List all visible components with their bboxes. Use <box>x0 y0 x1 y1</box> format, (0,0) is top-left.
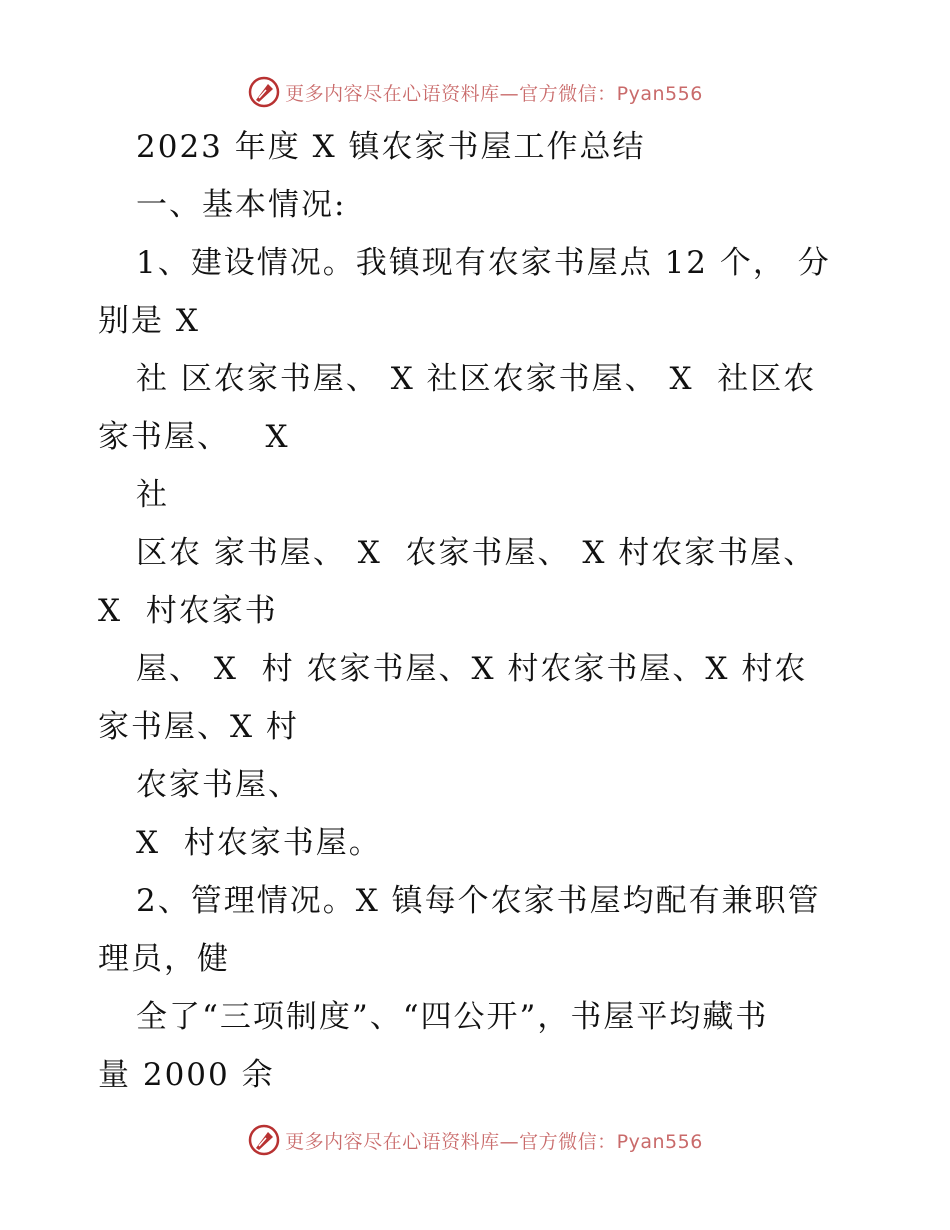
paragraph-line: X 村农家书 <box>98 593 278 629</box>
paragraph-line: 理员，健 <box>98 941 230 977</box>
document-body <box>98 118 858 1104</box>
section-heading: 一、基本情况: <box>136 187 347 223</box>
pen-nib-logo-icon <box>247 75 281 109</box>
paragraph-line: 量 2000 余 <box>98 1057 275 1093</box>
paragraph-line: 全了“三项制度”、“四公开”，书屋平均藏书 <box>136 999 769 1035</box>
pen-nib-logo-icon <box>247 1123 281 1157</box>
paragraph-line: 农家书屋、 <box>136 767 301 803</box>
header-watermark-banner <box>0 72 950 112</box>
paragraph-line: 2、管理情况。X 镇每个农家书屋均配有兼职管 <box>136 883 821 919</box>
paragraph-line: 屋、 X 村 农家书屋、X 村农家书屋、X 村农 <box>136 651 808 687</box>
banner-text: 更多内容尽在心语资料库—官方微信：Pyan556 <box>285 82 703 105</box>
paragraph-line: 家书屋、X 村 <box>98 709 299 745</box>
paragraph-line: 社 <box>136 477 169 513</box>
document-title: 2023 年度 X 镇农家书屋工作总结 <box>136 129 646 165</box>
footer-watermark-banner <box>0 1120 950 1160</box>
paragraph-line: 区农 家书屋、 X 农家书屋、 X 村农家书屋、 <box>136 535 817 571</box>
paragraph-line: 家书屋、 X <box>98 419 290 455</box>
paragraph-line: 社 区农家书屋、 X 社区农家书屋、 X 社区农 <box>136 361 817 397</box>
paragraph-line: 别是 X <box>98 303 200 339</box>
banner-text: 更多内容尽在心语资料库—官方微信：Pyan556 <box>285 1130 703 1153</box>
paragraph-line: X 村农家书屋。 <box>136 825 382 861</box>
paragraph-line: 1、建设情况。我镇现有农家书屋点 12 个， 分 <box>136 245 831 281</box>
